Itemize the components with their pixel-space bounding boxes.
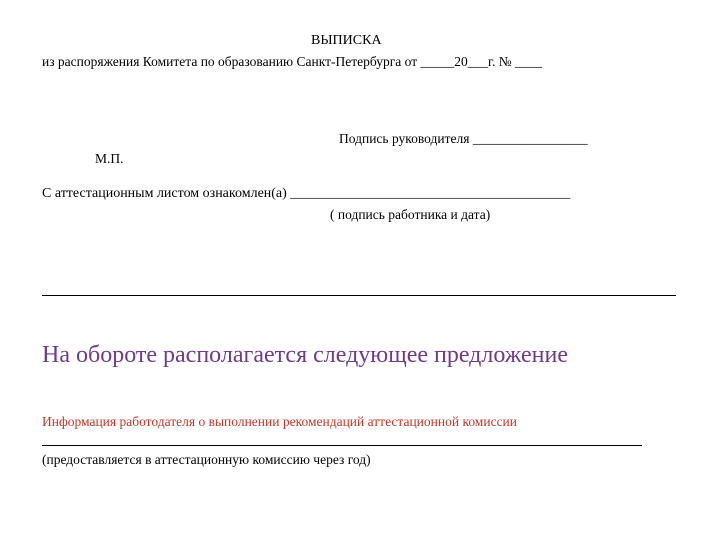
acknowledgement-line: С аттестационным листом ознакомлен(а) ________________________________________ xyxy=(42,186,571,201)
section-divider xyxy=(42,295,676,296)
stamp-place-label: М.П. xyxy=(95,151,124,166)
submission-note: (предоставляется в аттестационную комиссию через год) xyxy=(42,452,371,467)
fill-in-rule xyxy=(42,445,642,446)
decree-reference-line: из распоряжения Комитета по образованию Санкт-Петербурга от _____20___г. № ____ xyxy=(42,54,543,69)
acknowledgement-hint: ( подпись работника и дата) xyxy=(330,207,491,222)
document-title: ВЫПИСКА xyxy=(311,33,382,48)
employer-info-line: Информация работодателя о выполнении рекомендаций аттестационной комиссии xyxy=(42,414,518,429)
director-signature-line: Подпись руководителя _________________ xyxy=(339,131,588,146)
reverse-side-heading: На обороте располагается следующее предложение xyxy=(42,342,569,368)
